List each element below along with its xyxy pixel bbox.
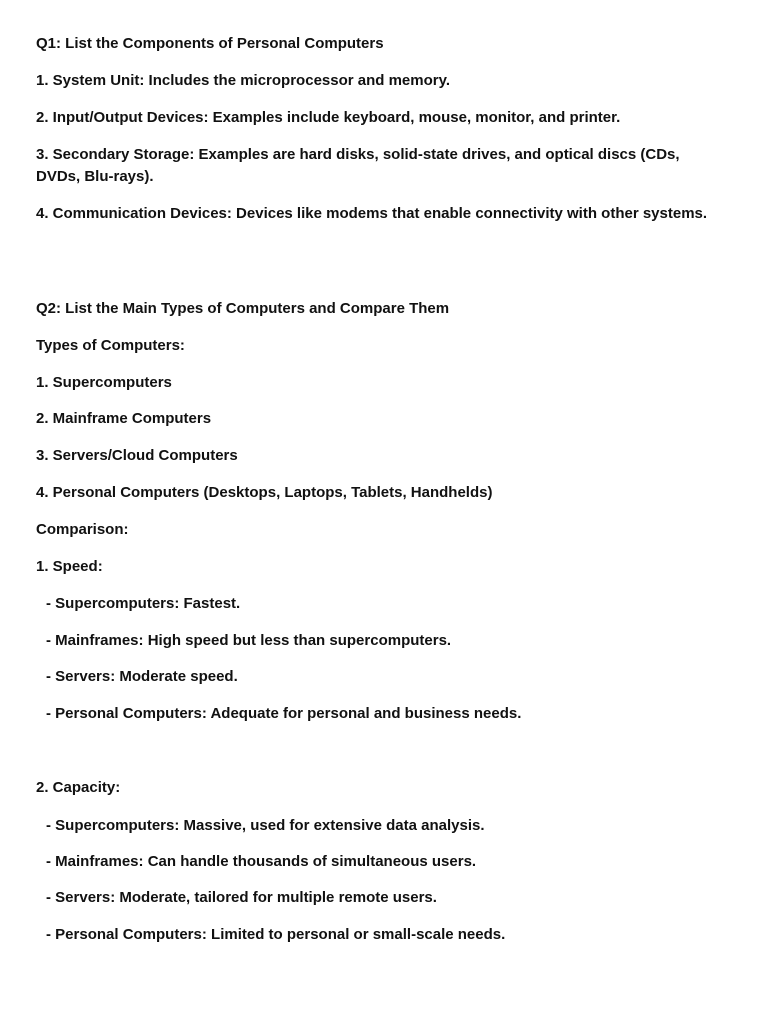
q1-item-3: 3. Secondary Storage: Examples are hard disks, solid-state drives, and optical discs (CDs, DVDs, Blu-rays). (36, 146, 680, 185)
q1-heading: Q1: List the Components of Personal Computers (36, 35, 384, 52)
speed-label: 1. Speed: (36, 558, 103, 575)
speed-item-2: - Mainframes: High speed but less than supercomputers. (46, 632, 452, 649)
q2-types-label: Types of Computers: (36, 337, 185, 354)
speed-item-4: - Personal Computers: Adequate for personal and business needs. (46, 705, 522, 722)
q2-type-3: 3. Servers/Cloud Computers (36, 447, 238, 464)
q2-heading: Q2: List the Main Types of Computers and Compare Them (36, 300, 450, 317)
q1-item-4: 4. Communication Devices: Devices like modems that enable connectivity with other systems. (36, 205, 708, 222)
capacity-item-3: - Servers: Moderate, tailored for multiple remote users. (46, 889, 437, 906)
q2-type-1: 1. Supercomputers (36, 374, 172, 391)
q2-type-4: 4. Personal Computers (Desktops, Laptops, Tablets, Handhelds) (36, 484, 493, 501)
q1-item-1: 1. System Unit: Includes the microprocessor and memory. (36, 72, 451, 89)
speed-item-1: - Supercomputers: Fastest. (46, 595, 241, 612)
q1-item-2: 2. Input/Output Devices: Examples include keyboard, mouse, monitor, and printer. (36, 109, 621, 126)
comparison-label: Comparison: (36, 521, 129, 538)
capacity-item-1: - Supercomputers: Massive, used for extensive data analysis. (46, 817, 485, 834)
capacity-label: 2. Capacity: (36, 779, 121, 796)
capacity-item-2: - Mainframes: Can handle thousands of simultaneous users. (46, 853, 477, 870)
speed-item-3: - Servers: Moderate speed. (46, 668, 238, 685)
capacity-item-4: - Personal Computers: Limited to personal or small-scale needs. (46, 926, 506, 943)
q2-type-2: 2. Mainframe Computers (36, 410, 212, 427)
